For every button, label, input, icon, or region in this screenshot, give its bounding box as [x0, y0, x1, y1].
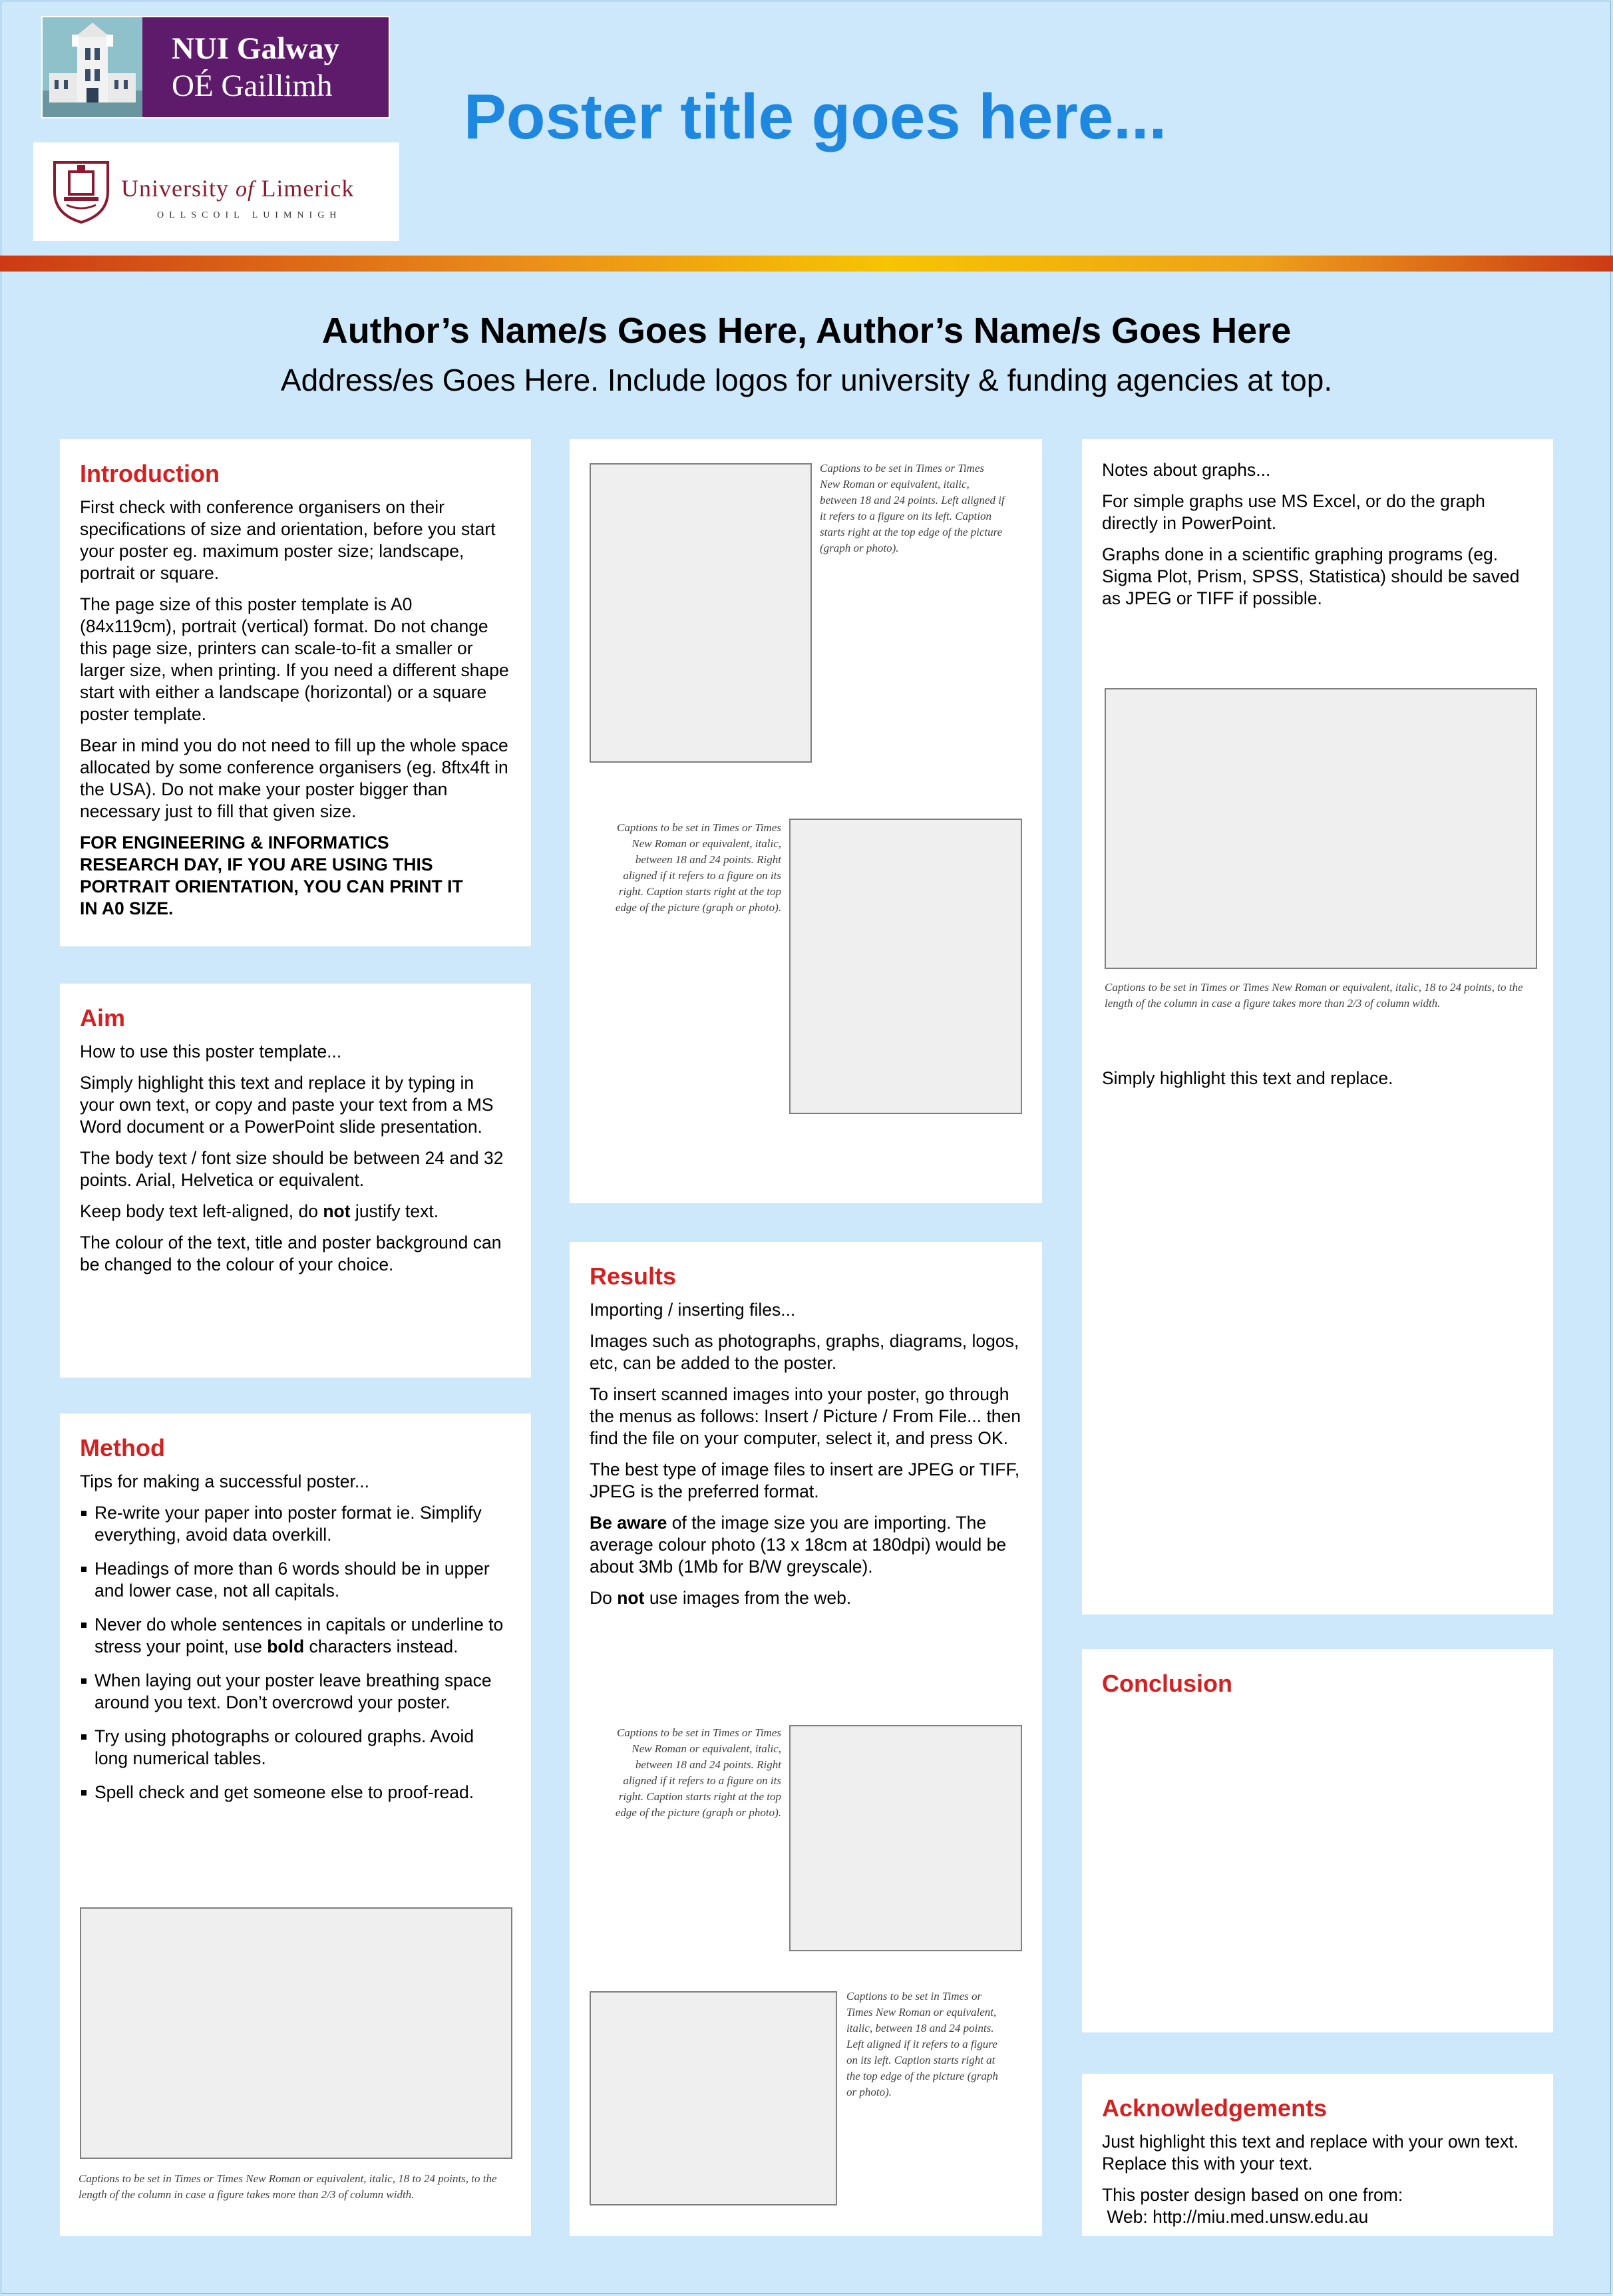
results-p6-pre: Do	[590, 1588, 618, 1608]
results-p4: The best type of image files to insert are JPEG or TIFF, JPEG is the preferred format.	[590, 1459, 1020, 1501]
nuig-tower-image	[43, 17, 142, 117]
figure-1-caption: Captions to be set in Times or Times New Roman or equivalent, italic, between 18 and 24 points. Left aligned if it refers to a figure on its left. Caption starts right at the top edge of the picture (graph or photo).	[820, 462, 1005, 554]
figure-4-placeholder	[590, 1991, 837, 2205]
method-tip-4: When laying out your poster leave breathing space around you text. Don’t overcrowd your poster.	[80, 1670, 511, 1714]
notes-p3: Graphs done in a scientific graphing programs (eg. Sigma Plot, Prism, SPSS, Statistica) should be saved as JPEG or TIFF if possible.	[1102, 544, 1520, 608]
ul-logo-sub: OLLSCOIL LUIMNIGH	[157, 210, 342, 220]
graph-placeholder	[1105, 688, 1537, 969]
method-tip-3-post: characters instead.	[304, 1636, 458, 1656]
results-panel	[570, 1242, 1042, 2236]
nuig-logo	[41, 16, 390, 118]
ul-crest-icon	[51, 158, 112, 225]
results-p1: Importing / inserting files...	[590, 1300, 796, 1320]
ul-logo-name	[121, 174, 354, 202]
results-p6-bold: not	[617, 1588, 645, 1608]
introduction-panel	[60, 439, 531, 946]
graph-caption: Captions to be set in Times or Times New Roman or equivalent, italic, 18 to 24 points, to the length of the column in case a figure takes more than 2/3 of column width.	[1105, 981, 1523, 1010]
acknowledgements-web-link[interactable]: Web: http://miu.med.unsw.edu.au	[1102, 2207, 1369, 2227]
ul-logo-name-of: of	[235, 177, 255, 202]
method-heading: Method	[80, 1434, 165, 1461]
method-tip-3-pre: Never do whole sentences in capitals or underline to stress your point, use	[94, 1615, 504, 1656]
aim-p1: How to use this poster template...	[80, 1042, 342, 1061]
aim-p4-post: justify text.	[350, 1201, 439, 1221]
aim-p2: Simply highlight this text and replace it by typing in your own text, or copy and paste your text from a MS Word document or a PowerPoint slide presentation.	[80, 1073, 494, 1137]
results-p2: Images such as photographs, graphs, diagrams, logos, etc, can be added to the poster.	[590, 1331, 1019, 1373]
authors: Author’s Name/s Goes Here, Author’s Name/s Goes Here	[321, 311, 1292, 351]
figure-3-caption: Captions to be set in Times or Times New Roman or equivalent, italic, between 18 and 24 points. Right aligned if it refers to a figure on its right. Caption starts right at the top edge of the picture (graph or photo).	[615, 1726, 781, 1819]
ul-logo-name-1: University	[121, 175, 229, 202]
aim-heading: Aim	[80, 1004, 126, 1032]
acknowledgements-p2: This poster design based on one from:	[1102, 2185, 1403, 2205]
method-tip-3-bold: bold	[267, 1636, 305, 1656]
conclusion-panel	[1082, 1649, 1553, 2032]
notes-p4: Simply highlight this text and replace.	[1102, 1068, 1393, 1088]
figures-panel	[570, 439, 1042, 1203]
ul-logo	[33, 142, 399, 241]
method-tip-2: Headings of more than 6 words should be in upper and lower case, not all capitals.	[80, 1558, 511, 1602]
nuig-logo-text	[142, 17, 389, 117]
aim-p4-pre: Keep body text left-aligned, do	[80, 1201, 323, 1221]
introduction-p3: Bear in mind you do not need to fill up the whole space allocated by some conference organisers (eg. 8ftx4ft in the USA). Do not make your poster bigger than necessary just to fill that given size.	[80, 735, 508, 821]
method-tip-6: Spell check and get someone else to proof-read.	[80, 1782, 511, 1804]
results-p5-post: of the image size you are importing. The average colour photo (13 x 18cm at 180dpi) would be about 3Mb (1Mb for B/W greyscale).	[590, 1513, 1007, 1577]
notes-p1: Notes about graphs...	[1102, 460, 1271, 480]
method-figure-caption: Captions to be set in Times or Times New Roman or equivalent, italic, 18 to 24 points, to the length of the column in case a figure takes more than 2/3 of column width.	[79, 2172, 497, 2201]
method-intro: Tips for making a successful poster...	[80, 1471, 369, 1491]
introduction-p2: The page size of this poster template is A0 (84x119cm), portrait (vertical) format. Do not change this page size, printers can scale-to-fit a smaller or larger size, when printing. If you need a different shape start with either a landscape (horizontal) or a square poster template.	[80, 594, 509, 724]
figure-2-caption: Captions to be set in Times or Times New Roman or equivalent, italic, between 18 and 24 points. Right aligned if it refers to a figure on its right. Caption starts right at the top edge of the picture (graph or photo).	[615, 821, 781, 914]
aim-p3: The body text / font size should be between 24 and 32 points. Arial, Helvetica or equivalent.	[80, 1148, 504, 1190]
aim-p5: The colour of the text, title and poster background can be changed to the colour of your choice.	[80, 1233, 502, 1274]
figure-3-placeholder	[789, 1725, 1022, 1951]
acknowledgements-panel	[1082, 2074, 1553, 2236]
introduction-caps-note: FOR ENGINEERING & INFORMATICS RESEARCH DAY, IF YOU ARE USING THIS PORTRAIT ORIENTATION, YOU CAN PRINT IT IN A0 SIZE.	[80, 833, 463, 918]
aim-p4	[80, 1201, 511, 1223]
aim-panel	[60, 984, 531, 1378]
notes-p2: For simple graphs use MS Excel, or do the graph directly in PowerPoint.	[1102, 491, 1485, 533]
acknowledgements-p1: Just highlight this text and replace with your own text. Replace this with your text.	[1102, 2132, 1519, 2174]
method-tip-5: Try using photographs or coloured graphs. Avoid long numerical tables.	[80, 1726, 511, 1770]
method-tip-1: Re-write your paper into poster format ie. Simplify everything, avoid data overkill.	[80, 1502, 511, 1546]
results-p3: To insert scanned images into your poster, go through the menus as follows: Insert / Picture / From File... then find the file on your computer, select it, and press OK.	[590, 1384, 1021, 1448]
results-p6-post: use images from the web.	[644, 1588, 852, 1608]
poster-title: Poster title goes here...	[463, 81, 1167, 152]
results-heading: Results	[590, 1262, 677, 1290]
aim-p4-bold: not	[323, 1201, 351, 1221]
results-p5	[590, 1512, 1022, 1578]
figure-2-placeholder	[789, 819, 1022, 1114]
introduction-p1: First check with conference organisers on their specifications of size and orientation, before you start your poster eg. maximum poster size; landscape, portrait or square.	[80, 497, 496, 583]
nuig-logo-line2: OÉ Gaillimh	[172, 69, 333, 103]
method-tips-list	[80, 1502, 511, 1804]
introduction-heading: Introduction	[80, 460, 220, 487]
method-figure-placeholder	[80, 1907, 512, 2159]
results-p6	[590, 1587, 1022, 1609]
method-tip-3	[80, 1614, 511, 1658]
results-p5-bold: Be aware	[590, 1513, 667, 1533]
figure-1-placeholder	[590, 463, 812, 763]
address: Address/es Goes Here. Include logos for university & funding agencies at top.	[280, 363, 1333, 397]
notes-panel	[1082, 439, 1553, 1615]
nuig-logo-line1: NUI Galway	[172, 31, 339, 66]
figure-4-caption: Captions to be set in Times or Times New Roman or equivalent, italic, between 18 and 24 points. Left aligned if it refers to a figure on its left. Caption starts right at the top edge of the picture (graph or photo).	[846, 1990, 998, 2098]
header-divider	[0, 256, 1613, 272]
method-panel	[60, 1414, 531, 2236]
acknowledgements-heading: Acknowledgements	[1102, 2094, 1328, 2122]
conclusion-heading: Conclusion	[1102, 1670, 1232, 1697]
ul-logo-name-2: Limerick	[261, 175, 355, 202]
